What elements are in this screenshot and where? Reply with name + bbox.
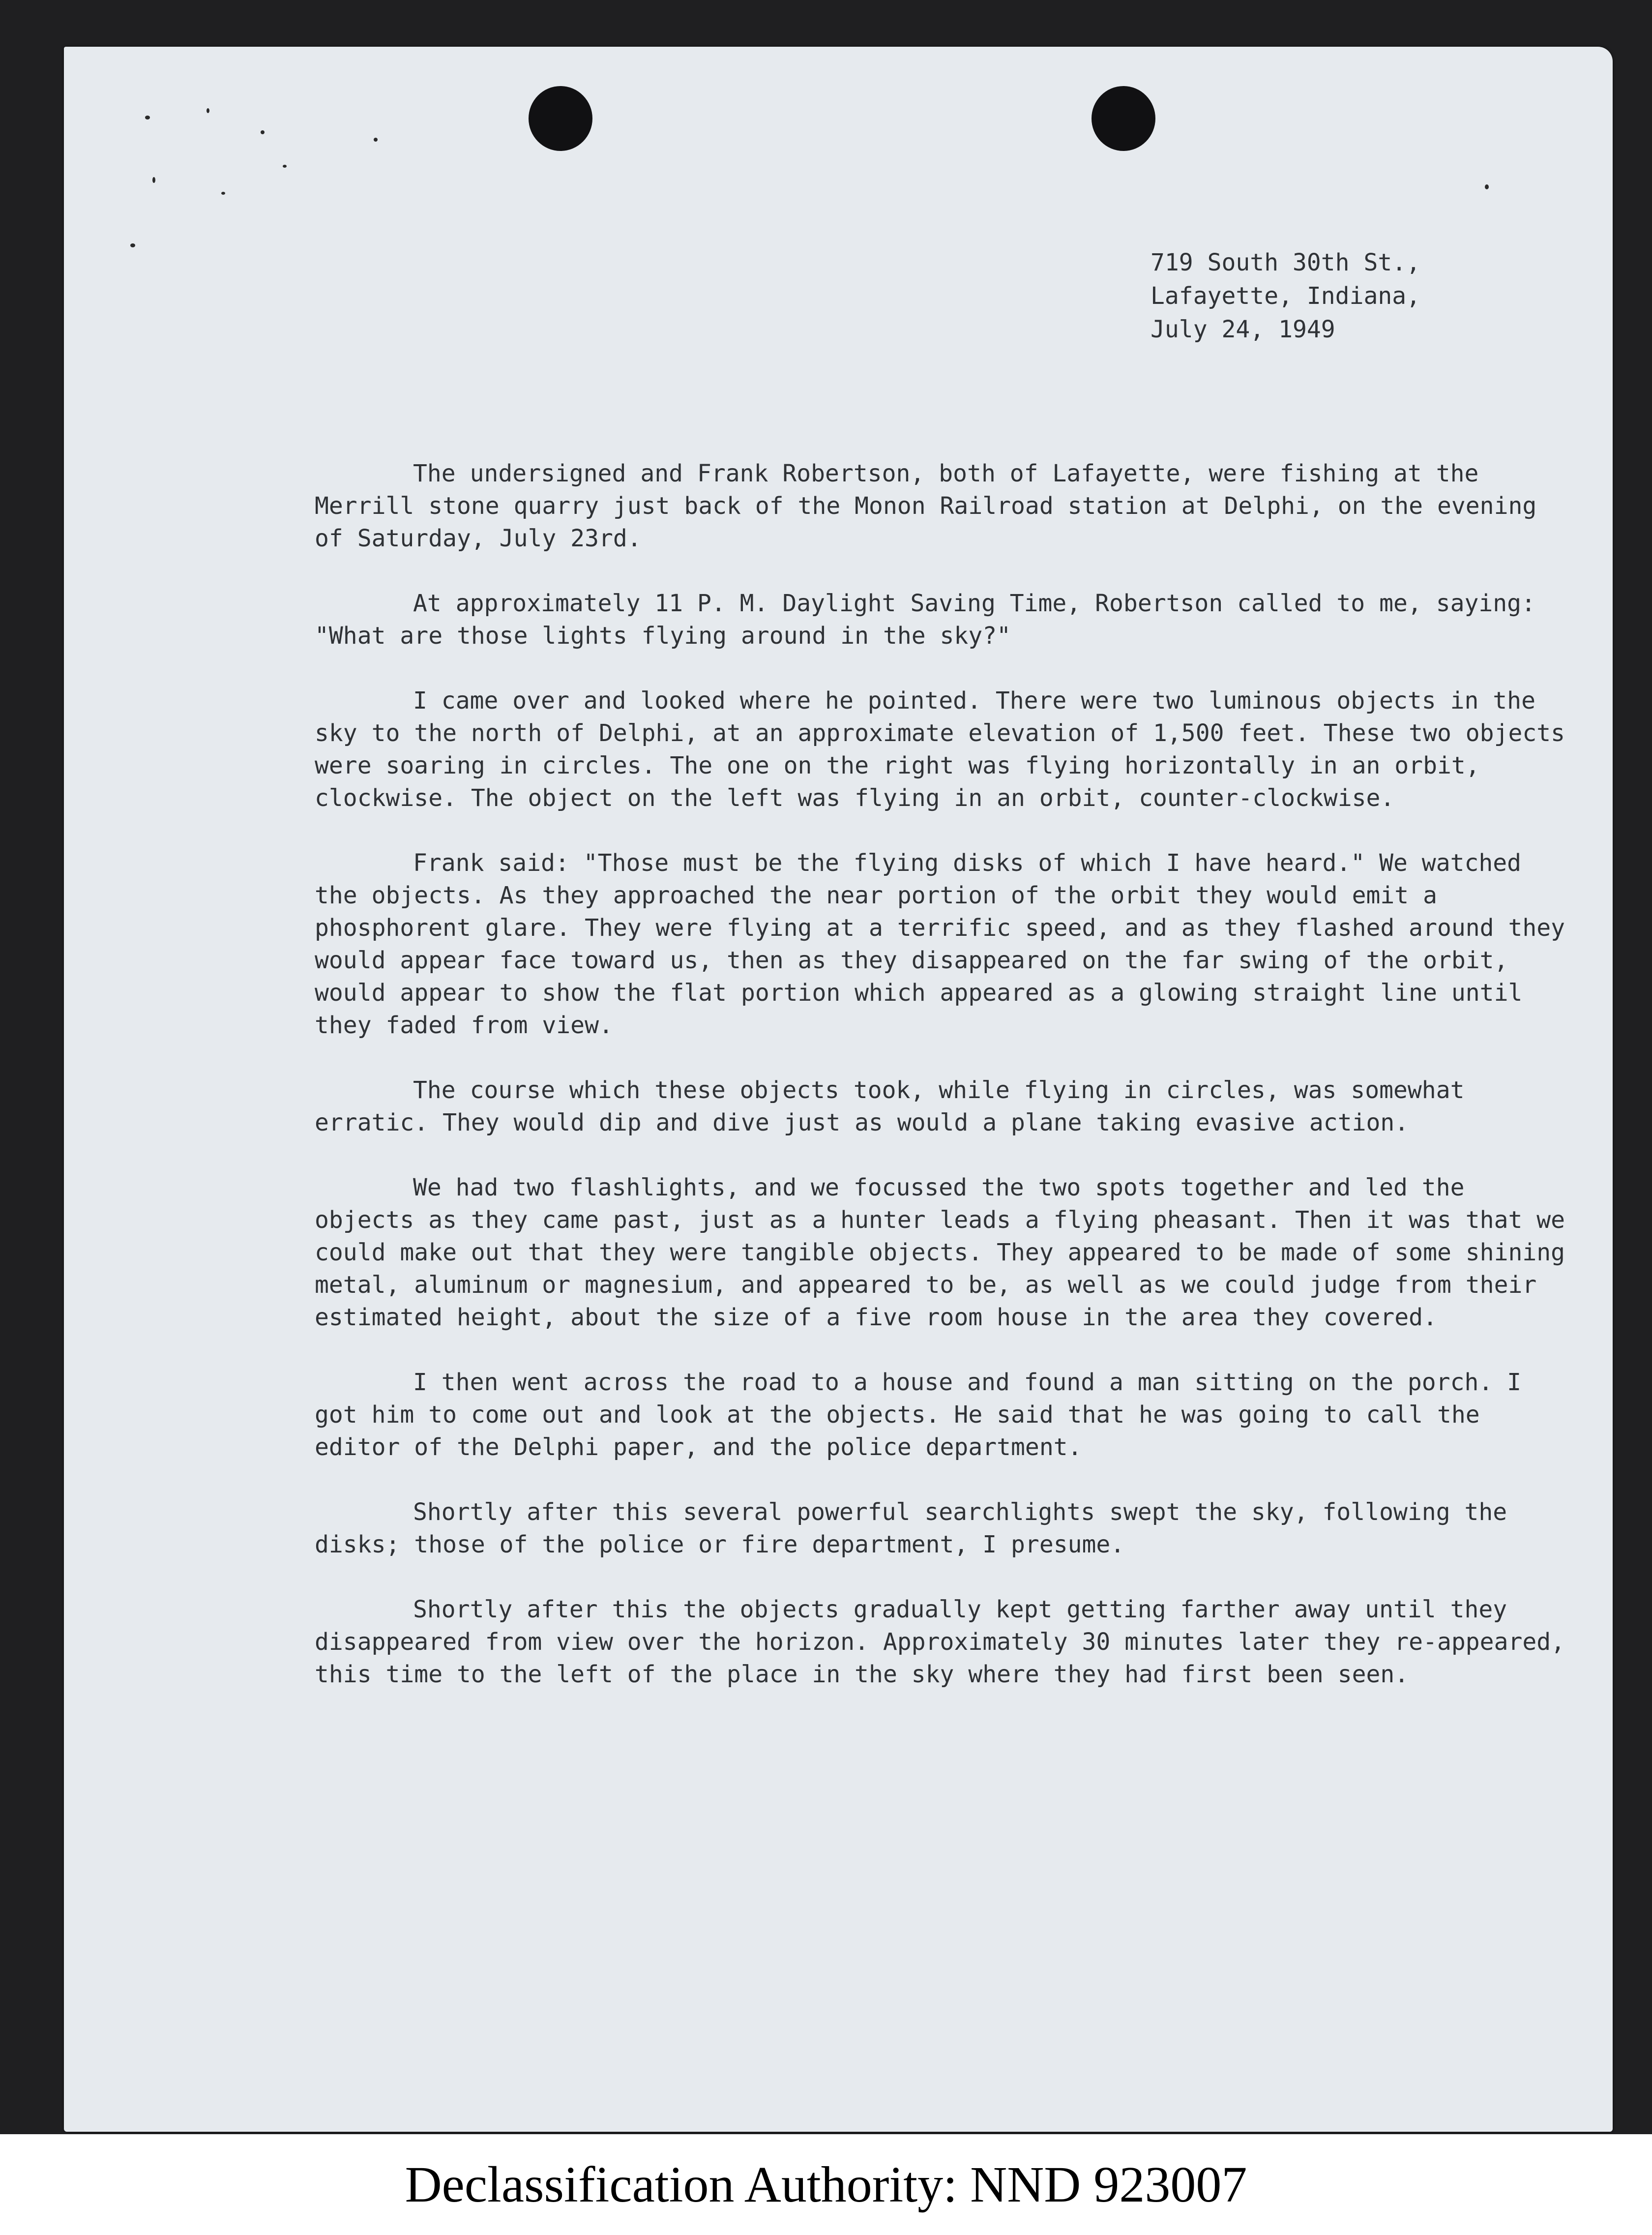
paragraph: Frank said: "Those must be the flying disks of which I have heard." We watched the objects. As they approached the near portion of the orbit they would emit a phosphorent glare. They were flying at a terrific speed, and as they flashed around they would appear face toward us, then as they disappeared on the far swing of the orbit, would appear to show the flat portion which appeared as a glowing straight line until they faded from view. xyxy=(315,849,1565,1039)
paragraph: I came over and looked where he pointed. There were two luminous objects in the sky to the north of Delphi, at an approximate elevation of 1,500 feet. These two objects were soaring in circles. The one on the right was flying horizontally in an orbit, clockwise. The object on the left was flying in an orbit, counter-clockwise. xyxy=(315,687,1565,812)
paragraph: We had two flashlights, and we focussed the two spots together and led the objects as they came past, just as a hunter leads a flying pheasant. Then it was that we could make out that they were tangible objects. They appeared to be made of some shining metal, aluminum or magnesium, and appeared to be, as well as we could judge from their estimated height, about the size of a five room house in the area they covered. xyxy=(315,1174,1565,1331)
paragraph: At approximately 11 P. M. Daylight Saving Time, Robertson called to me, saying: "What are those lights flying around in the sky?" xyxy=(315,590,1535,650)
paper-speck xyxy=(221,192,225,195)
paper-speck xyxy=(206,108,209,113)
declassification-authority-text: Declassification Authority: NND 923007 xyxy=(405,2156,1247,2213)
punch-hole-left xyxy=(529,86,592,151)
paper-speck xyxy=(1485,184,1489,189)
paragraph: Shortly after this the objects gradually kept getting farther away until they disappeared from view over the horizon. Approximately 30 minutes later they re-appeared, this time to the left of the place in the sky where they had first been seen. xyxy=(315,1596,1565,1688)
paragraph: The course which these objects took, while flying in circles, was somewhat erratic. They would dip and dive just as would a plane taking evasive action. xyxy=(315,1076,1465,1136)
paper-speck xyxy=(261,130,265,134)
address-city: Lafayette, Indiana, xyxy=(1150,282,1421,310)
paragraph: The undersigned and Frank Robertson, both of Lafayette, were fishing at the Merrill stone quarry just back of the Monon Railroad station at Delphi, on the evening of Saturday, July 23rd. xyxy=(315,460,1537,552)
paper-speck xyxy=(130,243,135,247)
declassification-footer xyxy=(0,2134,1652,2235)
punch-hole-right xyxy=(1092,86,1155,151)
address-street: 719 South 30th St., xyxy=(1150,249,1421,276)
sender-address-block xyxy=(1150,246,1420,346)
paper-speck xyxy=(152,177,155,183)
paragraph: Shortly after this several powerful searchlights swept the sky, following the disks; those of the police or fire department, I presume. xyxy=(315,1498,1507,1558)
paper-speck xyxy=(283,165,287,168)
document-page xyxy=(64,47,1613,2132)
paper-speck xyxy=(145,116,150,119)
paragraph: I then went across the road to a house and found a man sitting on the porch. I got him to come out and look at the objects. He said that he was going to call the editor of the Delphi paper, and the police department. xyxy=(315,1369,1522,1461)
letter-body xyxy=(315,457,1573,1723)
paper-speck xyxy=(374,138,378,142)
letter-date: July 24, 1949 xyxy=(1150,316,1335,343)
